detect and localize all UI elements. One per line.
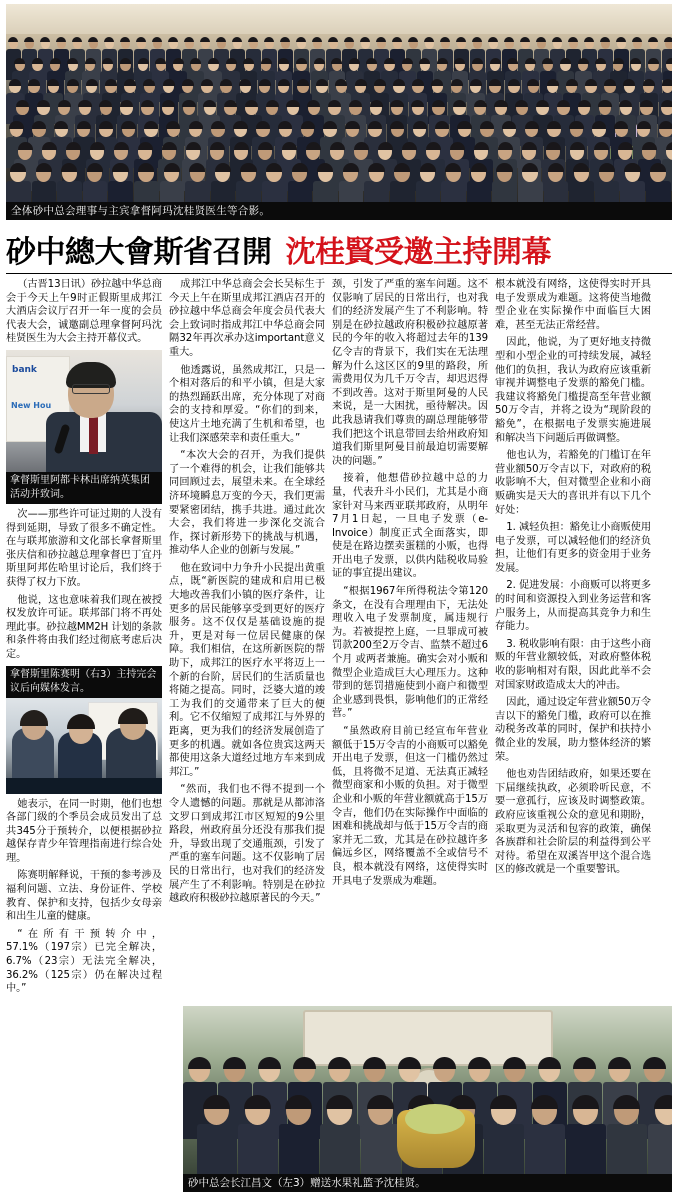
photo-ceiling: [6, 4, 672, 38]
article-column-3: [332, 278, 488, 892]
paragraph: “根据1967年所得税法令第120条文，在没有合理理由下，无法处理收入电子发票制度，属违规行为。若被提控上庭，一旦罪成可被罚款200至2万令吉、监禁不超过6个月 或两者兼施。确实会对小贩和微型企业造成巨大心理压力。这种带到的惩罚措施使到小商户和微型企业感到畏惧，影响他们的正常经营。”: [332, 586, 488, 720]
page-headline: [6, 227, 672, 271]
article-body: [6, 278, 672, 1000]
paragraph: 他说，这也意味着我们现在被授权发放许可证。联邦部门将不再处理此事。砂拉越MM2H 计划的条款和条件将由我们经过彻底考虑后决定。: [6, 594, 162, 660]
group-photo-caption: 全体砂中总会理事与主宾拿督阿玛沈桂贤医生等合影。: [6, 202, 672, 220]
paragraph: 她表示，在同一时期，他们也想各部门级的个季员会成员发出了总共345分于预转介，以便根据砂拉越保存青少年管理指南进行综合处理。: [6, 798, 162, 864]
portrait-photo-1: [6, 350, 162, 472]
paragraph: 颈，引发了严重的塞车问题。这不仅影响了居民的日常出行，也对我们的经济发展产生了不利影响。特别是在砂拉越政府积极砂拉越原著民的今年的收入将超过去年的139亿令吉的背景下，我们实在无法理解为什么这区区的9里的路段，所需费用仅为几千万令吉，却迟迟得不到改善。这对于斯里阿曼的人民来说，是一大困扰，亟待解决。因此我恳请我们尊贵的副总理能够带我们把这个讯息带回去给州政府知道我们斯里阿曼目前最迫切需要解决的问题。”: [332, 279, 488, 467]
paragraph: 成邦江中华总商会会长吴标生于今天上午在斯里成邦江酒店召开的砂拉越中华总商会年度会员代表大会上致词时指成邦江中华总商会同隔32年再次承办这important意义重大。: [169, 279, 325, 358]
paragraph: 接着，他想借砂拉越中总的力量，代表升斗小民们，尤其是小商家针对马来西亚联邦政府，从明年7月1日起，一旦电子发票（e-Invoice）制度正式全面落实，即使是在路边摆卖蛋糕的小贩，也得开出电子发票，以供内陆税收局验证的事宜提出建议。: [332, 473, 488, 580]
paragraph: 他透露说，虽然成邦江，只是一个相对落后的和平小镇，但是大家的热烈踊跃出席，充分体现了对商会的支持和厚爱。“你们的到来，使这片土地充满了生机和希望，也让我们深感荣幸和责任重大。”: [169, 364, 325, 444]
conference-table: [6, 778, 162, 794]
headline-sub: 沈桂賢受邀主持開幕: [285, 235, 551, 270]
paragraph: “然而，我们也不得不提到一个令人遗憾的问题。那就是从都沛洛文罗口到成邦江市区短短的9公里路段，州政府虽分还没有那我们提升，导致出现了交通瓶颈，引发了严重的塞车问题。这不仅影响了居民的日常出行，也对我们的经济发展产生了不利影响。特别是在砂拉越政府积极砂拉越原著民的今天。”: [169, 784, 325, 905]
paragraph: “在所有干预转介中，57.1%（197宗）已完全解决，6.7%（23宗）无法完全解决，36.2%（125宗）仍在解决过程中。”: [6, 928, 162, 995]
banner-text-2: New Hou: [11, 400, 52, 410]
paragraph: 陈赛明解释说，干预的参考涉及福利问题、立法、身份证件、学校教育、保护和支持，包括少女母亲和出生儿童的健康。: [6, 870, 162, 923]
eyeglasses: [72, 384, 110, 394]
portrait-photo-2-block: [6, 666, 162, 794]
paragraph: 3. 税收影响有限：由于这些小商贩的年营业额较低，对政府整体税收的影响相对有限，因此此举不会对国家财政造成太大的冲击。: [495, 638, 651, 691]
portrait-photo-2-caption: 拿督斯里陈赛明（右3）主持完会议后向媒体发言。: [6, 666, 162, 698]
article-column-4: [495, 278, 651, 881]
paragraph: 他也劝告团结政府，如果还要在下届继续执政，必须聆听民意，不要一意孤行，应该及时调整政策。政府应该重视公众的意见和期盼，采取更为灵活和包容的政策，确保各族群和社会阶层的利益得到公平对待。希望在双溪峇甲这个混合选区的修改就是一个重要警讯。: [495, 769, 651, 876]
portrait-photo-1-block: [6, 350, 162, 504]
presentation-photo: [183, 1006, 672, 1174]
group-photo: [6, 4, 672, 202]
headline-rule: [6, 273, 672, 274]
paragraph: 他也认为，若豁免的门槛订在年营业额50万令吉以下，对政府的税收影响不大，但对微型企业和小商贩确实是天大的喜讯并有以下几个好处：: [495, 450, 651, 516]
paragraph: “虽然政府目前已经宣布年营业额低于15万令吉的小商贩可以豁免开出电子发票，但这一门槛仍然过低，且将微不足道、无法真正减轻微型商家和小贩的负担。对于微型企业和小贩的年营业额就高于15万令吉，他们仍在实际操作中面临的困难和挑战却与低于15万令吉的商家并无二致，尤其是在砂拉越许多偏远乡区，网络覆盖不全或信号不良，根本就没有网络，这使得实时开具电子发票成为难题。: [332, 726, 488, 887]
article-column-1: [6, 278, 162, 1000]
paragraph: 因此，他说，为了更好地支持微型和小型企业的可持续发展，减轻他们的负担，我认为政府应该重新审视并调整电子发票的豁免门槛。我建议将豁免门槛提高至年营业额50万令吉，并将之设为“现阶段的豁免”，在根据电子发票实施进展和解决当下问题后再做调整。: [495, 337, 651, 444]
paragraph: 因此，通过设定年营业额50万令吉以下的豁免门槛，政府可以在推动税务改革的同时，保护和扶持小微企业的发展，助力整体经济的繁荣。: [495, 697, 651, 763]
banner-text-1: bank: [12, 364, 37, 375]
paragraph: 2. 促进发展：小商贩可以将更多的时间和资源投入到业务运营和客户服务上，从而提高其竞争力和生存能力。: [495, 580, 651, 633]
headline-main: 砂中總大會斯省召開: [6, 235, 272, 270]
paragraph: 他在致词中力争升小民提出黄重点，既“新医院的建成和启用已极大地改善我们小镇的医疗条件，让更多的居民能够享受到更好的医疗服务。这不仅仅是基础设施的提升，更是对每一位居民健康的保障。我们相信，在这所新医院的帮助下，成邦江的医疗水平将迈上一个新的台阶，居民们的生活质量也将随之提高。同时，泛婆大道的竣工为我们的交通带来了巨大的便利。它不仅缩短了成邦江与外界的距离，更为我们的经济发展创造了更多的机遇。就如各位贵宾这两天都使用这条大道经过地方车来到成邦江。”: [169, 562, 325, 778]
presentation-photo-caption: 砂中总会长江昌文（左3）赠送水果礼篮予沈桂贤。: [183, 1174, 672, 1192]
portrait-photo-2: [6, 698, 162, 794]
fruit-basket-top: [405, 1104, 465, 1134]
paragraph: 1. 减轻负担：豁免让小商贩使用电子发票，可以减轻他们的经济负担，让他们有更多的资金用于业务发展。: [495, 522, 651, 574]
paragraph: （古晋13日讯）砂拉越中华总商会于今天上午9时正假斯里成邦江大酒店会议厅召开一年一度的会员代表大会，诚邀副总理拿督阿玛沈桂贤医生为大会主持开幕仪式。: [6, 279, 162, 345]
speaker-tie: [89, 416, 98, 454]
paragraph: “本次大会的召开，为我们提供了一个难得的机会，让我们能够共同回顾过去，展望未来。在全球经济环境瞬息万变的今天，我们更需要紧密团结，携手共进。通过此次大会，我们将进一步深化交流合作，探讨新形势下的挑战与机遇，推动华人企业的创新与发展。”: [169, 450, 325, 557]
paragraph: 次——那些许可证过期的人没有得到延期，导致了很多不确定性。在与联邦旅游和文化部长拿督斯里张庆信和砂拉越总理拿督巴丁宜丹斯里阿邦佐哈里讨论后，我们终于获得了权力下放。: [6, 508, 162, 588]
paragraph: 根本就没有网络，这使得实时开具电子发票成为难题。这将使当地微型企业在实际操作中面临巨大困难，甚至无法正常经营。: [495, 279, 651, 331]
portrait-photo-1-caption: 拿督斯里阿都卡林出席纳英集团活动并致词。: [6, 472, 162, 504]
article-column-2: [169, 278, 325, 910]
